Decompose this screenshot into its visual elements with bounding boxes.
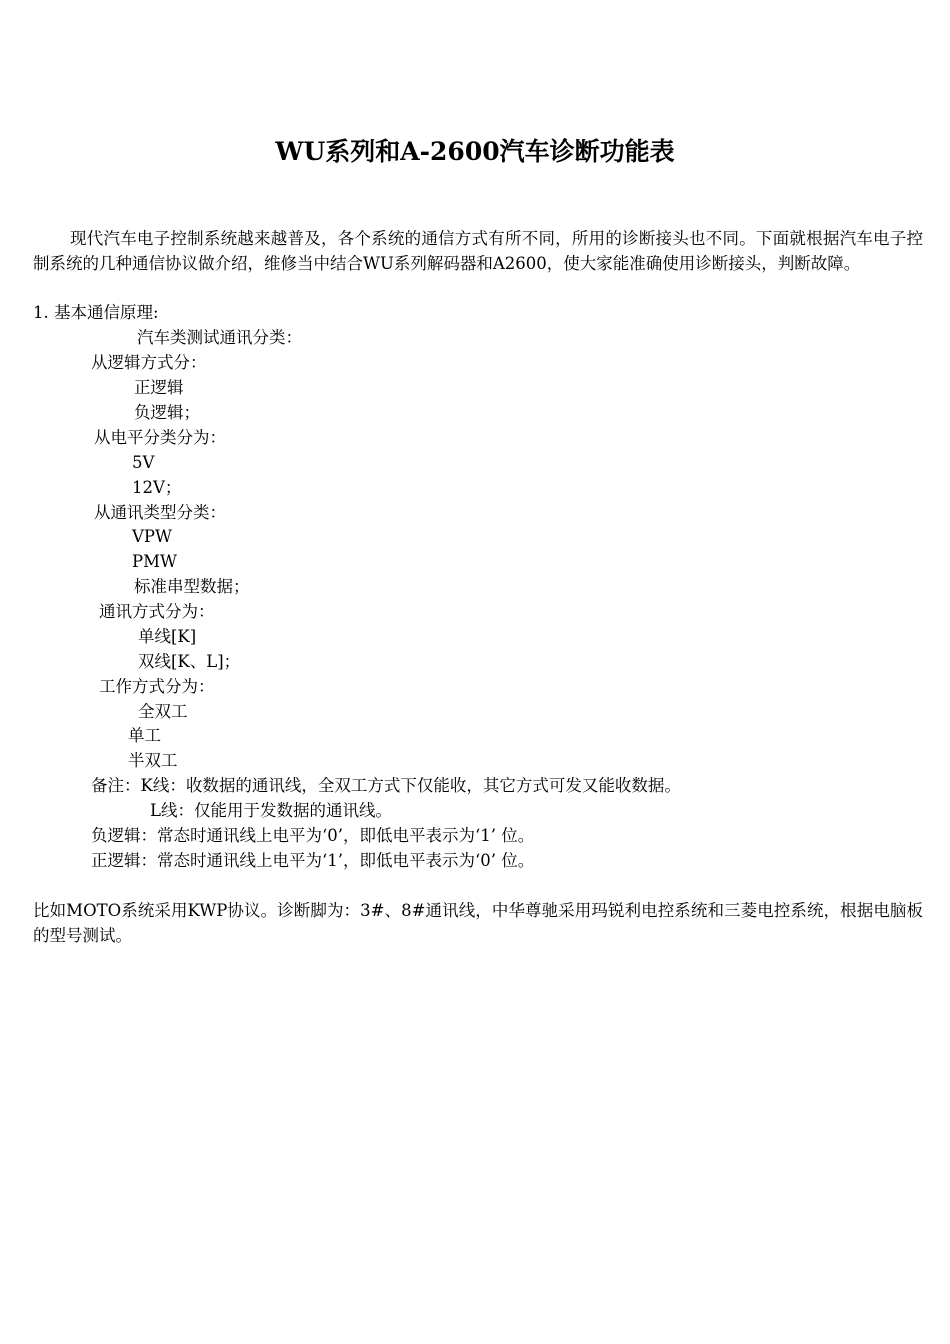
document-title: WU系列和A-2600汽车诊断功能表 [275,137,675,166]
level-label: 从电平分类分为： [94,428,226,447]
work-mode-item: 全双工 [138,702,188,721]
comm-mode-item: 双线[K、L]； [138,652,241,671]
work-mode-item: 单工 [128,726,161,745]
comm-mode-label: 通讯方式分为： [99,602,215,621]
comm-type-item: VPW [132,527,172,546]
logic-item: 负逻辑； [134,403,200,422]
logic-item: 正逻辑 [134,378,184,397]
intro-paragraph: 现代汽车电子控制系统越来越普及，各个系统的通信方式有所不同，所用的诊断接头也不同。下面就根据汽车电子控制系统的几种通信协议做介绍，维修当中结合WU系列解码器和A2600，使大家能准确使用诊断接头，判断故障。 [33,229,923,273]
section-heading: 1. 基本通信原理: [33,303,159,322]
level-item: 12V； [132,478,182,497]
work-mode-item: 半双工 [128,751,178,770]
classify-heading: 汽车类测试通讯分类： [137,328,302,347]
comm-type-item: PMW [132,552,177,571]
note-positive-logic: 正逻辑：常态时通讯线上电平为‘1’，即低电平表示为‘0’ 位。 [91,851,535,870]
comm-type-label: 从通讯类型分类： [94,503,226,522]
level-item: 5V [132,453,155,472]
comm-mode-item: 单线[K] [138,627,197,646]
example-paragraph: 比如MOTO系统采用KWP协议。诊断脚为：3#、8#通讯线，中华尊驰采用玛锐利电控系统和三菱电控系统，根据电脑板的型号测试。 [33,901,923,945]
work-mode-label: 工作方式分为： [99,677,215,696]
logic-label: 从逻辑方式分： [91,353,207,372]
comm-type-item: 标准串型数据； [134,577,250,596]
note-l-line: L线：仅能用于发数据的通讯线。 [150,801,392,820]
note-negative-logic: 负逻辑：常态时通讯线上电平为‘0’，即低电平表示为‘1’ 位。 [91,826,535,845]
note-k-line: 备注：K线：收数据的通讯线，全双工方式下仅能收，其它方式可发又能收数据。 [91,776,681,795]
